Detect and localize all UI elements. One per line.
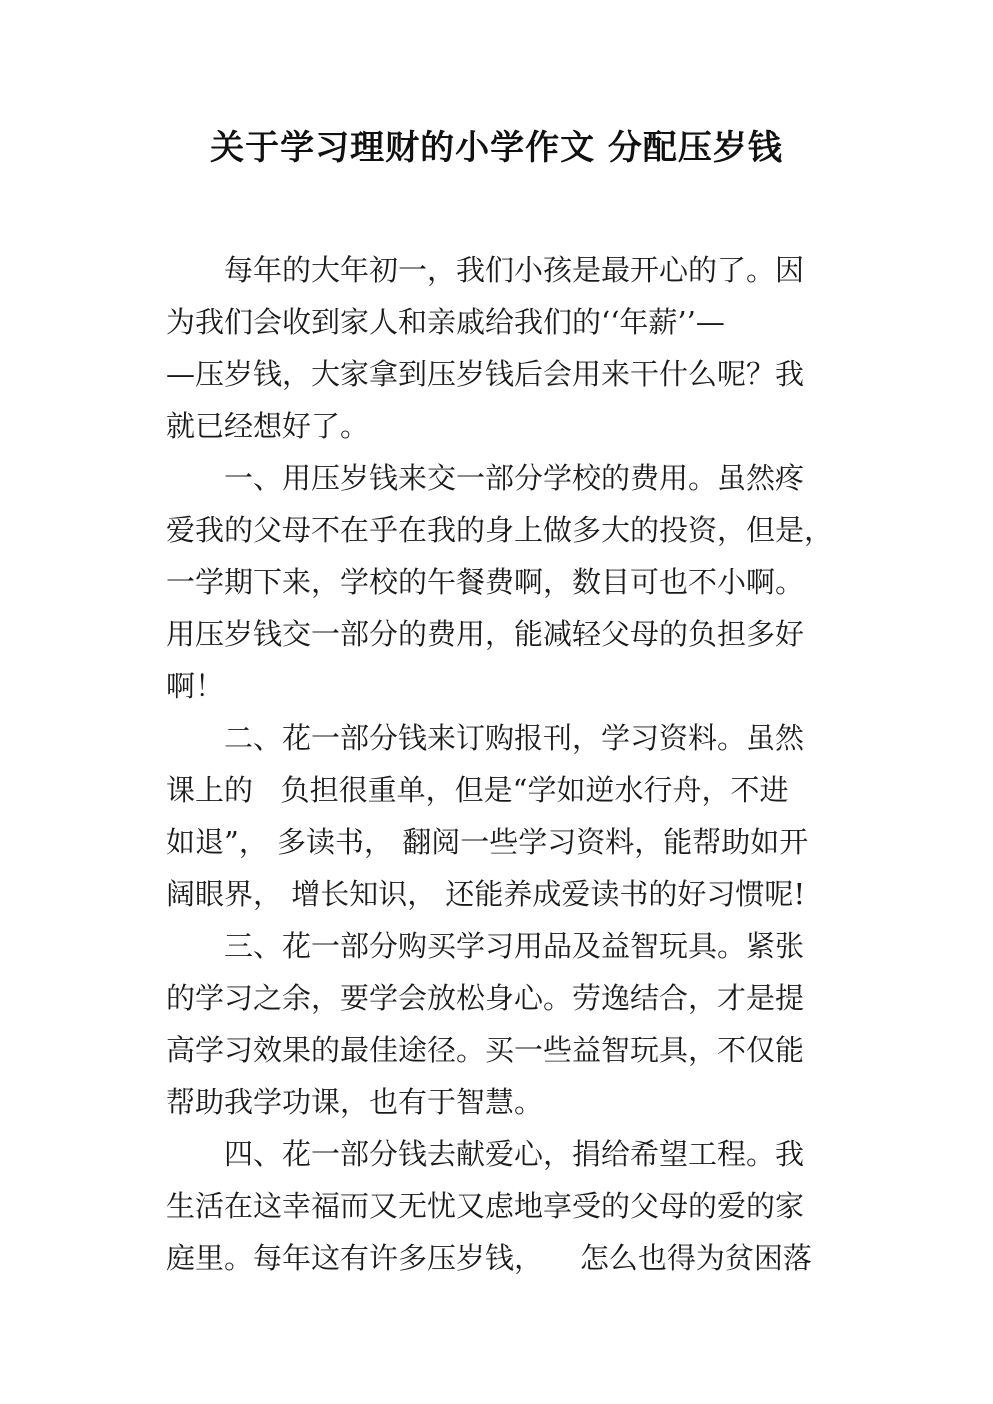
text-line: 如退”， 多读书， 翻阅一些学习资料，能帮助如开: [166, 825, 809, 859]
text-line: 帮助我学功课，也有于智慧。: [166, 1085, 544, 1119]
text-line: 生活在这幸福而又无忧又虑地享受的父母的爱的家: [166, 1189, 805, 1223]
text-line: 就已经想好了。: [166, 409, 370, 443]
text-line: —压岁钱，大家拿到压岁钱后会用来干什么呢？我: [166, 357, 805, 391]
text-line: 四、花一部分钱去献爱心，捐给希望工程。我: [224, 1137, 805, 1171]
text-line: 一、用压岁钱来交一部分学校的费用。虽然疼: [224, 461, 805, 495]
text-line: 一学期下来，学校的午餐费啊，数目可也不小啊。: [166, 565, 805, 599]
document-body: [166, 244, 838, 1284]
text-line: 每年的大年初一，我们小孩是最开心的了。因: [224, 253, 805, 287]
text-line: 的学习之余，要学会放松身心。劳逸结合，才是提: [166, 981, 805, 1015]
text-line: 三、花一部分购买学习用品及益智玩具。紧张: [224, 929, 805, 963]
text-line: 庭里。每年这有许多压岁钱， 怎么也得为贫困落: [166, 1241, 812, 1275]
text-line: 阔眼界， 增长知识， 还能养成爱读书的好习惯呢!: [166, 877, 806, 911]
text-line: 高学习效果的最佳途径。买一些益智玩具，不仅能: [166, 1033, 805, 1067]
document-title: 关于学习理财的小学作文 分配压岁钱: [210, 128, 783, 168]
text-line: 为我们会收到家人和亲戚给我们的‘‘年薪’’—: [166, 305, 725, 339]
text-line: 课上的 负担很重单，但是“学如逆水行舟，不进: [166, 773, 789, 807]
text-line: 用压岁钱交一部分的费用，能减轻父母的负担多好: [166, 617, 805, 651]
text-line: 爱我的父母不在乎在我的身上做多大的投资，但是，: [166, 513, 834, 547]
text-line: 二、花一部分钱来订购报刊，学习资料。虽然: [224, 721, 805, 755]
text-line: 啊！: [166, 669, 225, 703]
